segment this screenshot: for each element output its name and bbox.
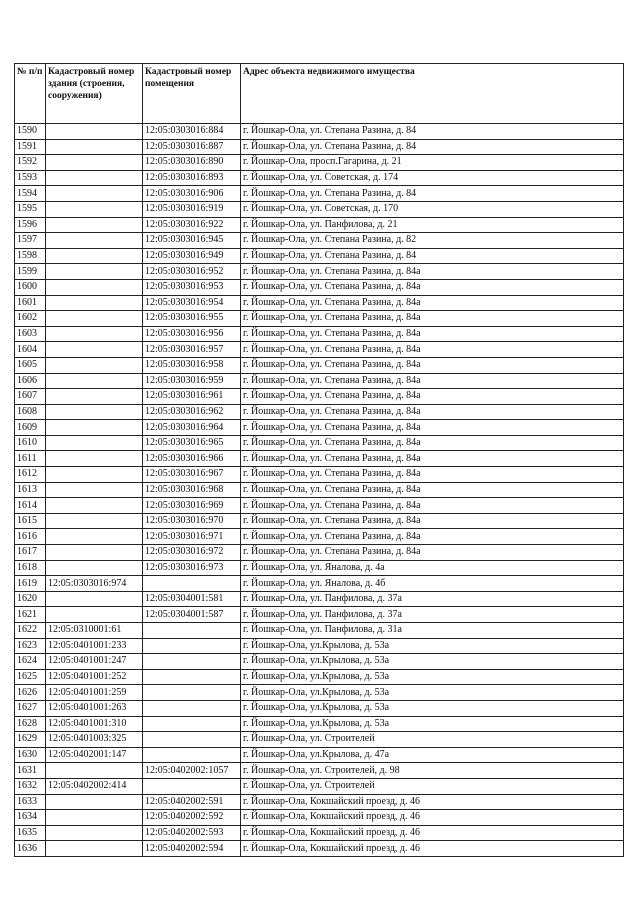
cell-address: г. Йошкар-Ола, ул. Степана Разина, д. 84а	[241, 404, 624, 420]
cell-address: г. Йошкар-Ола, Кокшайский проезд, д. 46	[241, 825, 624, 841]
cell-premises-cadastral-number: 12:05:0303016:971	[143, 529, 241, 545]
table-row	[15, 794, 624, 810]
cell-premises-cadastral-number	[143, 576, 241, 592]
cell-row-number: 1602	[15, 311, 46, 327]
cell-building-cadastral-number	[46, 607, 143, 623]
cell-building-cadastral-number	[46, 170, 143, 186]
cell-premises-cadastral-number: 12:05:0303016:893	[143, 170, 241, 186]
cell-row-number: 1601	[15, 295, 46, 311]
cell-row-number: 1620	[15, 591, 46, 607]
cell-address: г. Йошкар-Ола, Кокшайский проезд, д. 46	[241, 810, 624, 826]
cell-row-number: 1617	[15, 545, 46, 561]
cell-address: г. Йошкар-Ола, ул. Панфилова, д. 31а	[241, 623, 624, 639]
cell-row-number: 1594	[15, 186, 46, 202]
table-row	[15, 373, 624, 389]
cell-address: г. Йошкар-Ола, ул. Советская, д. 174	[241, 170, 624, 186]
cell-address: г. Йошкар-Ола, ул. Степана Разина, д. 84	[241, 139, 624, 155]
cell-row-number: 1616	[15, 529, 46, 545]
table-row	[15, 248, 624, 264]
cell-premises-cadastral-number: 12:05:0303016:952	[143, 264, 241, 280]
cell-building-cadastral-number: 12:05:0401001:252	[46, 669, 143, 685]
table-row	[15, 264, 624, 280]
cell-address: г. Йошкар-Ола, Кокшайский проезд, д. 46	[241, 794, 624, 810]
cell-premises-cadastral-number: 12:05:0304001:587	[143, 607, 241, 623]
cell-premises-cadastral-number: 12:05:0303016:953	[143, 279, 241, 295]
table-row	[15, 295, 624, 311]
cell-building-cadastral-number	[46, 311, 143, 327]
cell-premises-cadastral-number	[143, 716, 241, 732]
cell-address: г. Йошкар-Ола, ул. Степана Разина, д. 84а	[241, 389, 624, 405]
cell-address: г. Йошкар-Ола, ул. Яналова, д. 4а	[241, 560, 624, 576]
table-row	[15, 482, 624, 498]
cell-address: г. Йошкар-Ола, ул. Строителей	[241, 732, 624, 748]
cell-row-number: 1610	[15, 435, 46, 451]
cell-address: г. Йошкар-Ола, ул.Крылова, д. 47а	[241, 747, 624, 763]
table-row	[15, 186, 624, 202]
cell-address: г. Йошкар-Ола, ул. Степана Разина, д. 84а	[241, 311, 624, 327]
cell-address: г. Йошкар-Ола, ул.Крылова, д. 53а	[241, 700, 624, 716]
table-row	[15, 124, 624, 140]
cell-row-number: 1632	[15, 778, 46, 794]
cell-premises-cadastral-number: 12:05:0303016:906	[143, 186, 241, 202]
cell-building-cadastral-number	[46, 248, 143, 264]
cell-row-number: 1608	[15, 404, 46, 420]
registry-table	[14, 63, 624, 857]
cell-building-cadastral-number: 12:05:0401001:233	[46, 638, 143, 654]
table-row	[15, 841, 624, 857]
table-row	[15, 591, 624, 607]
cell-row-number: 1636	[15, 841, 46, 857]
cell-premises-cadastral-number: 12:05:0402002:591	[143, 794, 241, 810]
cell-row-number: 1615	[15, 513, 46, 529]
cell-row-number: 1623	[15, 638, 46, 654]
cell-premises-cadastral-number: 12:05:0303016:954	[143, 295, 241, 311]
cell-row-number: 1624	[15, 654, 46, 670]
cell-premises-cadastral-number: 12:05:0304001:581	[143, 591, 241, 607]
table-row	[15, 451, 624, 467]
cell-address: г. Йошкар-Ола, ул. Степана Разина, д. 84	[241, 124, 624, 140]
cell-address: г. Йошкар-Ола, ул. Степана Разина, д. 84а	[241, 498, 624, 514]
cell-building-cadastral-number	[46, 279, 143, 295]
cell-row-number: 1629	[15, 732, 46, 748]
cell-address: г. Йошкар-Ола, ул. Степана Разина, д. 84а	[241, 295, 624, 311]
cell-row-number: 1595	[15, 201, 46, 217]
cell-premises-cadastral-number	[143, 685, 241, 701]
cell-premises-cadastral-number: 12:05:0402002:594	[143, 841, 241, 857]
cell-address: г. Йошкар-Ола, ул. Степана Разина, д. 84	[241, 186, 624, 202]
cell-building-cadastral-number: 12:05:0401001:263	[46, 700, 143, 716]
header-row-number: № п/п	[15, 64, 46, 124]
table-row	[15, 513, 624, 529]
cell-building-cadastral-number	[46, 560, 143, 576]
cell-row-number: 1627	[15, 700, 46, 716]
cell-premises-cadastral-number	[143, 700, 241, 716]
cell-row-number: 1599	[15, 264, 46, 280]
table-row	[15, 326, 624, 342]
table-row	[15, 389, 624, 405]
cell-premises-cadastral-number: 12:05:0402002:1057	[143, 763, 241, 779]
table-row	[15, 576, 624, 592]
cell-premises-cadastral-number: 12:05:0303016:949	[143, 248, 241, 264]
cell-row-number: 1628	[15, 716, 46, 732]
table-row	[15, 560, 624, 576]
table-row	[15, 700, 624, 716]
table-row	[15, 435, 624, 451]
cell-address: г. Йошкар-Ола, ул. Степана Разина, д. 84а	[241, 467, 624, 483]
table-row	[15, 217, 624, 233]
cell-row-number: 1625	[15, 669, 46, 685]
table-row	[15, 732, 624, 748]
cell-premises-cadastral-number: 12:05:0303016:962	[143, 404, 241, 420]
table-body	[15, 124, 624, 857]
cell-building-cadastral-number: 12:05:0401001:310	[46, 716, 143, 732]
cell-row-number: 1607	[15, 389, 46, 405]
cell-address: г. Йошкар-Ола, ул. Степана Разина, д. 84а	[241, 420, 624, 436]
table-row	[15, 685, 624, 701]
table-row	[15, 420, 624, 436]
cell-address: г. Йошкар-Ола, Кокшайский проезд, д. 46	[241, 841, 624, 857]
cell-address: г. Йошкар-Ола, ул. Степана Разина, д. 84а	[241, 545, 624, 561]
cell-premises-cadastral-number: 12:05:0303016:973	[143, 560, 241, 576]
cell-premises-cadastral-number: 12:05:0303016:890	[143, 155, 241, 171]
cell-row-number: 1600	[15, 279, 46, 295]
cell-address: г. Йошкар-Ола, ул. Степана Разина, д. 84а	[241, 451, 624, 467]
cell-address: г. Йошкар-Ола, ул. Степана Разина, д. 84а	[241, 264, 624, 280]
cell-building-cadastral-number	[46, 326, 143, 342]
cell-building-cadastral-number	[46, 186, 143, 202]
header-premises-cadastral-number: Кадастровый номер помещения	[143, 64, 241, 124]
cell-building-cadastral-number	[46, 763, 143, 779]
cell-building-cadastral-number	[46, 201, 143, 217]
cell-premises-cadastral-number: 12:05:0303016:884	[143, 124, 241, 140]
cell-row-number: 1609	[15, 420, 46, 436]
cell-row-number: 1621	[15, 607, 46, 623]
cell-row-number: 1622	[15, 623, 46, 639]
table-row	[15, 170, 624, 186]
table-row	[15, 498, 624, 514]
cell-premises-cadastral-number: 12:05:0303016:964	[143, 420, 241, 436]
table-row	[15, 233, 624, 249]
cell-premises-cadastral-number: 12:05:0303016:919	[143, 201, 241, 217]
cell-address: г. Йошкар-Ола, просп.Гагарина, д. 21	[241, 155, 624, 171]
cell-premises-cadastral-number: 12:05:0303016:966	[143, 451, 241, 467]
cell-row-number: 1612	[15, 467, 46, 483]
cell-building-cadastral-number	[46, 373, 143, 389]
table-row	[15, 638, 624, 654]
table-row	[15, 607, 624, 623]
cell-row-number: 1596	[15, 217, 46, 233]
cell-building-cadastral-number	[46, 295, 143, 311]
table-row	[15, 342, 624, 358]
cell-building-cadastral-number	[46, 264, 143, 280]
cell-building-cadastral-number	[46, 498, 143, 514]
cell-building-cadastral-number: 12:05:0310001:61	[46, 623, 143, 639]
cell-premises-cadastral-number: 12:05:0303016:958	[143, 357, 241, 373]
cell-address: г. Йошкар-Ола, ул. Советская, д. 170	[241, 201, 624, 217]
cell-row-number: 1606	[15, 373, 46, 389]
cell-premises-cadastral-number: 12:05:0303016:969	[143, 498, 241, 514]
cell-building-cadastral-number	[46, 810, 143, 826]
table-row	[15, 357, 624, 373]
cell-address: г. Йошкар-Ола, ул. Панфилова, д. 21	[241, 217, 624, 233]
table-row	[15, 311, 624, 327]
cell-building-cadastral-number	[46, 529, 143, 545]
cell-row-number: 1604	[15, 342, 46, 358]
cell-address: г. Йошкар-Ола, ул. Степана Разина, д. 84а	[241, 482, 624, 498]
header-address: Адрес объекта недвижимого имущества	[241, 64, 624, 124]
cell-row-number: 1590	[15, 124, 46, 140]
cell-premises-cadastral-number	[143, 747, 241, 763]
cell-premises-cadastral-number	[143, 638, 241, 654]
cell-address: г. Йошкар-Ола, ул. Степана Разина, д. 84а	[241, 342, 624, 358]
cell-building-cadastral-number	[46, 513, 143, 529]
cell-building-cadastral-number	[46, 155, 143, 171]
cell-building-cadastral-number	[46, 435, 143, 451]
cell-address: г. Йошкар-Ола, ул.Крылова, д. 53а	[241, 716, 624, 732]
cell-row-number: 1635	[15, 825, 46, 841]
cell-row-number: 1631	[15, 763, 46, 779]
cell-building-cadastral-number	[46, 451, 143, 467]
cell-building-cadastral-number: 12:05:0303016:974	[46, 576, 143, 592]
cell-building-cadastral-number	[46, 794, 143, 810]
cell-premises-cadastral-number: 12:05:0303016:967	[143, 467, 241, 483]
cell-address: г. Йошкар-Ола, ул. Панфилова, д. 37а	[241, 607, 624, 623]
table-row	[15, 810, 624, 826]
cell-address: г. Йошкар-Ола, ул.Крылова, д. 53а	[241, 685, 624, 701]
cell-address: г. Йошкар-Ола, ул. Степана Разина, д. 84а	[241, 357, 624, 373]
table-row	[15, 155, 624, 171]
cell-row-number: 1619	[15, 576, 46, 592]
cell-building-cadastral-number: 12:05:0402002:414	[46, 778, 143, 794]
cell-premises-cadastral-number: 12:05:0303016:970	[143, 513, 241, 529]
table-row	[15, 716, 624, 732]
table-row	[15, 825, 624, 841]
cell-building-cadastral-number	[46, 389, 143, 405]
header-row	[15, 64, 624, 124]
cell-building-cadastral-number	[46, 591, 143, 607]
cell-building-cadastral-number	[46, 420, 143, 436]
cell-row-number: 1605	[15, 357, 46, 373]
cell-address: г. Йошкар-Ола, ул. Строителей	[241, 778, 624, 794]
cell-building-cadastral-number	[46, 841, 143, 857]
cell-building-cadastral-number	[46, 217, 143, 233]
cell-premises-cadastral-number	[143, 623, 241, 639]
table-row	[15, 778, 624, 794]
table-row	[15, 139, 624, 155]
table-row	[15, 467, 624, 483]
cell-row-number: 1593	[15, 170, 46, 186]
cell-row-number: 1633	[15, 794, 46, 810]
cell-row-number: 1597	[15, 233, 46, 249]
cell-address: г. Йошкар-Ола, ул. Степана Разина, д. 84а	[241, 529, 624, 545]
table-row	[15, 279, 624, 295]
cell-address: г. Йошкар-Ола, ул. Степана Разина, д. 82	[241, 233, 624, 249]
cell-premises-cadastral-number: 12:05:0303016:956	[143, 326, 241, 342]
cell-address: г. Йошкар-Ола, ул.Крылова, д. 53а	[241, 669, 624, 685]
cell-row-number: 1613	[15, 482, 46, 498]
cell-premises-cadastral-number: 12:05:0303016:961	[143, 389, 241, 405]
cell-building-cadastral-number	[46, 233, 143, 249]
cell-building-cadastral-number	[46, 342, 143, 358]
cell-address: г. Йошкар-Ола, ул. Панфилова, д. 37а	[241, 591, 624, 607]
table-row	[15, 669, 624, 685]
cell-row-number: 1598	[15, 248, 46, 264]
cell-address: г. Йошкар-Ола, ул. Степана Разина, д. 84а	[241, 373, 624, 389]
cell-address: г. Йошкар-Ола, ул. Строителей, д. 98	[241, 763, 624, 779]
cell-address: г. Йошкар-Ола, ул. Степана Разина, д. 84а	[241, 435, 624, 451]
header-building-cadastral-number: Кадастровый номер здания (строения, сооружения)	[46, 64, 143, 124]
cell-premises-cadastral-number: 12:05:0402002:592	[143, 810, 241, 826]
table-row	[15, 623, 624, 639]
table-row	[15, 654, 624, 670]
cell-building-cadastral-number	[46, 467, 143, 483]
cell-address: г. Йошкар-Ола, ул. Яналова, д. 4б	[241, 576, 624, 592]
cell-address: г. Йошкар-Ола, ул. Степана Разина, д. 84а	[241, 326, 624, 342]
cell-building-cadastral-number	[46, 357, 143, 373]
table-row	[15, 529, 624, 545]
cell-row-number: 1618	[15, 560, 46, 576]
cell-premises-cadastral-number	[143, 669, 241, 685]
cell-premises-cadastral-number	[143, 732, 241, 748]
cell-row-number: 1626	[15, 685, 46, 701]
cell-building-cadastral-number	[46, 482, 143, 498]
cell-address: г. Йошкар-Ола, ул. Степана Разина, д. 84	[241, 248, 624, 264]
cell-building-cadastral-number	[46, 124, 143, 140]
cell-row-number: 1611	[15, 451, 46, 467]
cell-premises-cadastral-number: 12:05:0303016:968	[143, 482, 241, 498]
table-row	[15, 201, 624, 217]
cell-building-cadastral-number	[46, 404, 143, 420]
table-row	[15, 747, 624, 763]
cell-row-number: 1614	[15, 498, 46, 514]
cell-row-number: 1592	[15, 155, 46, 171]
cell-address: г. Йошкар-Ола, ул. Степана Разина, д. 84а	[241, 279, 624, 295]
cell-premises-cadastral-number: 12:05:0303016:945	[143, 233, 241, 249]
cell-premises-cadastral-number	[143, 654, 241, 670]
cell-row-number: 1591	[15, 139, 46, 155]
cell-premises-cadastral-number: 12:05:0303016:922	[143, 217, 241, 233]
cell-row-number: 1630	[15, 747, 46, 763]
cell-premises-cadastral-number: 12:05:0303016:955	[143, 311, 241, 327]
table-row	[15, 763, 624, 779]
cell-premises-cadastral-number: 12:05:0303016:957	[143, 342, 241, 358]
cell-premises-cadastral-number: 12:05:0303016:959	[143, 373, 241, 389]
cell-premises-cadastral-number: 12:05:0303016:965	[143, 435, 241, 451]
cell-premises-cadastral-number: 12:05:0402002:593	[143, 825, 241, 841]
cell-building-cadastral-number: 12:05:0401001:247	[46, 654, 143, 670]
cell-row-number: 1634	[15, 810, 46, 826]
table-row	[15, 404, 624, 420]
cell-address: г. Йошкар-Ола, ул. Степана Разина, д. 84а	[241, 513, 624, 529]
cell-premises-cadastral-number: 12:05:0303016:887	[143, 139, 241, 155]
cell-building-cadastral-number: 12:05:0402001:147	[46, 747, 143, 763]
cell-building-cadastral-number	[46, 139, 143, 155]
cell-building-cadastral-number: 12:05:0401001:259	[46, 685, 143, 701]
cell-building-cadastral-number	[46, 545, 143, 561]
cell-building-cadastral-number	[46, 825, 143, 841]
table-row	[15, 545, 624, 561]
cell-row-number: 1603	[15, 326, 46, 342]
cell-address: г. Йошкар-Ола, ул.Крылова, д. 53а	[241, 638, 624, 654]
cell-address: г. Йошкар-Ола, ул.Крылова, д. 53а	[241, 654, 624, 670]
cell-building-cadastral-number: 12:05:0401003:325	[46, 732, 143, 748]
cell-premises-cadastral-number	[143, 778, 241, 794]
cell-premises-cadastral-number: 12:05:0303016:972	[143, 545, 241, 561]
